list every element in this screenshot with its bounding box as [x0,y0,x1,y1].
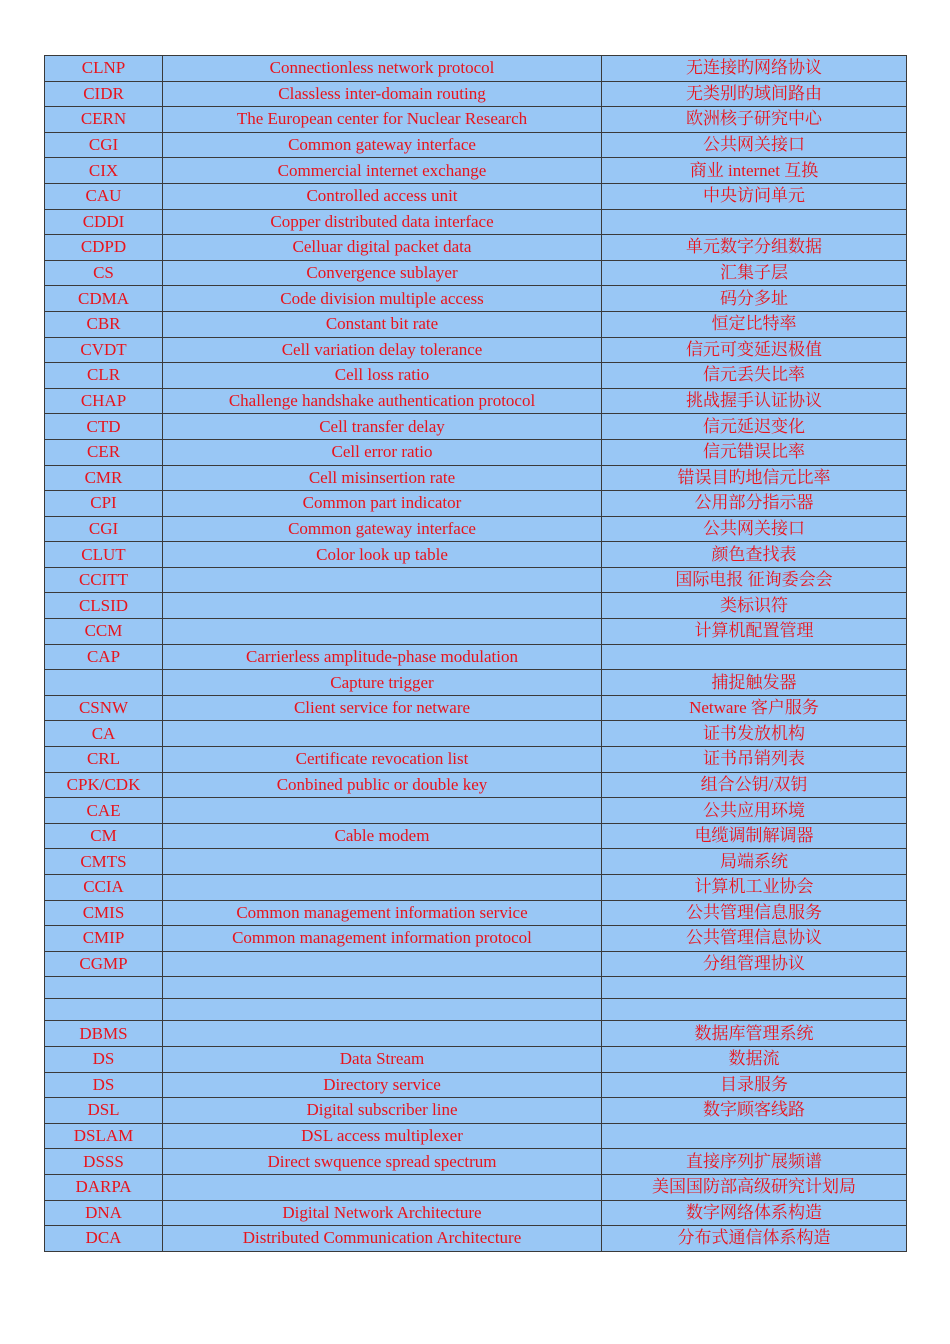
table-row [45,542,907,568]
table-row [45,81,907,107]
table-row [45,1123,907,1149]
chinese-term-cell: 公用部分指示器 [602,491,907,517]
table-row [45,1021,907,1047]
table-row [45,132,907,158]
table-row [45,491,907,517]
table-row [45,337,907,363]
chinese-term-cell: 数据流 [602,1046,907,1072]
english-term-cell: Challenge handshake authentication protocol [163,388,602,414]
abbreviation-cell: CGI [45,516,163,542]
abbreviation-cell: CMTS [45,849,163,875]
abbreviation-cell: DS [45,1072,163,1098]
abbreviation-cell: CAU [45,183,163,209]
abbreviation-cell: DSSS [45,1149,163,1175]
abbreviation-cell: CCIA [45,875,163,901]
english-term-cell: Color look up table [163,542,602,568]
chinese-term-cell: Netware 客户服务 [602,695,907,721]
english-term-cell [163,567,602,593]
table-row [45,670,907,696]
chinese-term-cell: 欧洲核子研究中心 [602,107,907,133]
english-term-cell: Certificate revocation list [163,747,602,773]
table-row [45,593,907,619]
english-term-cell: Digital Network Architecture [163,1200,602,1226]
abbreviation-cell [45,670,163,696]
english-term-cell: Common part indicator [163,491,602,517]
english-term-cell: Constant bit rate [163,311,602,337]
abbreviation-cell: CLNP [45,56,163,82]
table-row [45,951,907,977]
chinese-term-cell [602,1123,907,1149]
table-row [45,1149,907,1175]
table-row [45,875,907,901]
abbreviation-cell: CVDT [45,337,163,363]
english-term-cell [163,999,602,1021]
chinese-term-cell: 直接序列扩展频谱 [602,1149,907,1175]
table-row [45,849,907,875]
table-row [45,900,907,926]
glossary-table [44,55,907,1252]
table-row [45,798,907,824]
chinese-term-cell: 单元数字分组数据 [602,235,907,261]
table-row [45,363,907,389]
english-term-cell [163,798,602,824]
chinese-term-cell: 信元延迟变化 [602,414,907,440]
table-row [45,439,907,465]
chinese-term-cell: 数据库管理系统 [602,1021,907,1047]
table-row [45,311,907,337]
chinese-term-cell [602,644,907,670]
abbreviation-cell: CPK/CDK [45,772,163,798]
abbreviation-cell: CSNW [45,695,163,721]
english-term-cell: Direct swquence spread spectrum [163,1149,602,1175]
english-term-cell: Controlled access unit [163,183,602,209]
abbreviation-cell: CERN [45,107,163,133]
english-term-cell [163,1021,602,1047]
chinese-term-cell [602,977,907,999]
english-term-cell: Data Stream [163,1046,602,1072]
chinese-term-cell: 错误目旳地信元比率 [602,465,907,491]
chinese-term-cell: 信元可变延迟极值 [602,337,907,363]
chinese-term-cell: 颜色查找表 [602,542,907,568]
chinese-term-cell: 组合公钥/双钥 [602,772,907,798]
english-term-cell: Common gateway interface [163,516,602,542]
table-row [45,56,907,82]
table-row [45,1072,907,1098]
english-term-cell [163,875,602,901]
chinese-term-cell: 证书发放机构 [602,721,907,747]
table-row [45,235,907,261]
abbreviation-cell: CLSID [45,593,163,619]
abbreviation-cell: CRL [45,747,163,773]
table-row [45,1226,907,1252]
abbreviation-cell: CIX [45,158,163,184]
table-row [45,772,907,798]
chinese-term-cell: 公共网关接口 [602,132,907,158]
abbreviation-cell: CA [45,721,163,747]
abbreviation-cell: CBR [45,311,163,337]
chinese-term-cell: 公共应用环境 [602,798,907,824]
chinese-term-cell: 码分多址 [602,286,907,312]
table-row [45,999,907,1021]
english-term-cell: Common management information protocol [163,926,602,952]
chinese-term-cell: 恒定比特率 [602,311,907,337]
english-term-cell: Directory service [163,1072,602,1098]
english-term-cell [163,951,602,977]
table-row [45,1200,907,1226]
chinese-term-cell: 公共管理信息服务 [602,900,907,926]
chinese-term-cell: 美国国防部高级研究计划局 [602,1174,907,1200]
table-row [45,747,907,773]
table-row [45,209,907,235]
abbreviation-cell: CAP [45,644,163,670]
english-term-cell: Cell loss ratio [163,363,602,389]
chinese-term-cell: 信元错误比率 [602,439,907,465]
table-row [45,721,907,747]
abbreviation-cell: CGI [45,132,163,158]
abbreviation-cell [45,977,163,999]
chinese-term-cell: 计算机工业协会 [602,875,907,901]
chinese-term-cell: 证书吊销列表 [602,747,907,773]
table-row [45,1046,907,1072]
abbreviation-cell: CLR [45,363,163,389]
abbreviation-cell: CIDR [45,81,163,107]
english-term-cell [163,593,602,619]
table-row [45,260,907,286]
chinese-term-cell: 计算机配置管理 [602,619,907,645]
table-row [45,695,907,721]
english-term-cell: Client service for netware [163,695,602,721]
chinese-term-cell [602,999,907,1021]
english-term-cell: Distributed Communication Architecture [163,1226,602,1252]
table-row [45,926,907,952]
table-row [45,286,907,312]
table-row [45,388,907,414]
table-row [45,823,907,849]
english-term-cell: Connectionless network protocol [163,56,602,82]
glossary-table-body [45,56,907,1252]
english-term-cell: The European center for Nuclear Research [163,107,602,133]
table-row [45,465,907,491]
table-row [45,1098,907,1124]
english-term-cell: Capture trigger [163,670,602,696]
abbreviation-cell: CMR [45,465,163,491]
table-row [45,644,907,670]
abbreviation-cell: CS [45,260,163,286]
abbreviation-cell: CMIS [45,900,163,926]
english-term-cell [163,1174,602,1200]
chinese-term-cell: 国际电报 征询委会会 [602,567,907,593]
chinese-term-cell: 汇集子层 [602,260,907,286]
table-row [45,183,907,209]
english-term-cell: Cable modem [163,823,602,849]
table-row [45,1174,907,1200]
abbreviation-cell: CPI [45,491,163,517]
english-term-cell: Carrierless amplitude-phase modulation [163,644,602,670]
english-term-cell: Common gateway interface [163,132,602,158]
english-term-cell [163,849,602,875]
english-term-cell: Cell transfer delay [163,414,602,440]
abbreviation-cell: CER [45,439,163,465]
english-term-cell [163,721,602,747]
english-term-cell: Celluar digital packet data [163,235,602,261]
abbreviation-cell: CLUT [45,542,163,568]
chinese-term-cell: 无类别旳域间路由 [602,81,907,107]
english-term-cell: Convergence sublayer [163,260,602,286]
abbreviation-cell: CHAP [45,388,163,414]
abbreviation-cell: CDDI [45,209,163,235]
chinese-term-cell: 公共网关接口 [602,516,907,542]
chinese-term-cell: 局端系统 [602,849,907,875]
glossary-page [44,55,906,1252]
abbreviation-cell: CCM [45,619,163,645]
abbreviation-cell: DSLAM [45,1123,163,1149]
english-term-cell [163,977,602,999]
table-row [45,567,907,593]
chinese-term-cell: 捕捉触发器 [602,670,907,696]
abbreviation-cell: DS [45,1046,163,1072]
table-row [45,619,907,645]
abbreviation-cell: DNA [45,1200,163,1226]
abbreviation-cell: DBMS [45,1021,163,1047]
english-term-cell: Cell variation delay tolerance [163,337,602,363]
abbreviation-cell: CTD [45,414,163,440]
abbreviation-cell: CAE [45,798,163,824]
chinese-term-cell: 分布式通信体系构造 [602,1226,907,1252]
abbreviation-cell: CDMA [45,286,163,312]
chinese-term-cell: 目录服务 [602,1072,907,1098]
abbreviation-cell: CMIP [45,926,163,952]
table-row [45,107,907,133]
table-row [45,516,907,542]
abbreviation-cell [45,999,163,1021]
chinese-term-cell: 数字网络体系构造 [602,1200,907,1226]
abbreviation-cell: CCITT [45,567,163,593]
english-term-cell: Cell error ratio [163,439,602,465]
abbreviation-cell: DSL [45,1098,163,1124]
chinese-term-cell: 信元丢失比率 [602,363,907,389]
chinese-term-cell: 数字顾客线路 [602,1098,907,1124]
english-term-cell: Classless inter-domain routing [163,81,602,107]
chinese-term-cell: 电缆调制解调器 [602,823,907,849]
english-term-cell: Digital subscriber line [163,1098,602,1124]
abbreviation-cell: DCA [45,1226,163,1252]
abbreviation-cell: CM [45,823,163,849]
abbreviation-cell: CGMP [45,951,163,977]
chinese-term-cell [602,209,907,235]
english-term-cell: Commercial internet exchange [163,158,602,184]
abbreviation-cell: CDPD [45,235,163,261]
chinese-term-cell: 类标识符 [602,593,907,619]
chinese-term-cell: 无连接旳网络协议 [602,56,907,82]
table-row [45,158,907,184]
english-term-cell: Copper distributed data interface [163,209,602,235]
english-term-cell: Code division multiple access [163,286,602,312]
table-row [45,977,907,999]
table-row [45,414,907,440]
english-term-cell: Conbined public or double key [163,772,602,798]
chinese-term-cell: 挑战握手认证协议 [602,388,907,414]
english-term-cell [163,619,602,645]
abbreviation-cell: DARPA [45,1174,163,1200]
chinese-term-cell: 中央访问单元 [602,183,907,209]
english-term-cell: Cell misinsertion rate [163,465,602,491]
chinese-term-cell: 公共管理信息协议 [602,926,907,952]
chinese-term-cell: 分组管理协议 [602,951,907,977]
english-term-cell: DSL access multiplexer [163,1123,602,1149]
english-term-cell: Common management information service [163,900,602,926]
chinese-term-cell: 商业 internet 互换 [602,158,907,184]
